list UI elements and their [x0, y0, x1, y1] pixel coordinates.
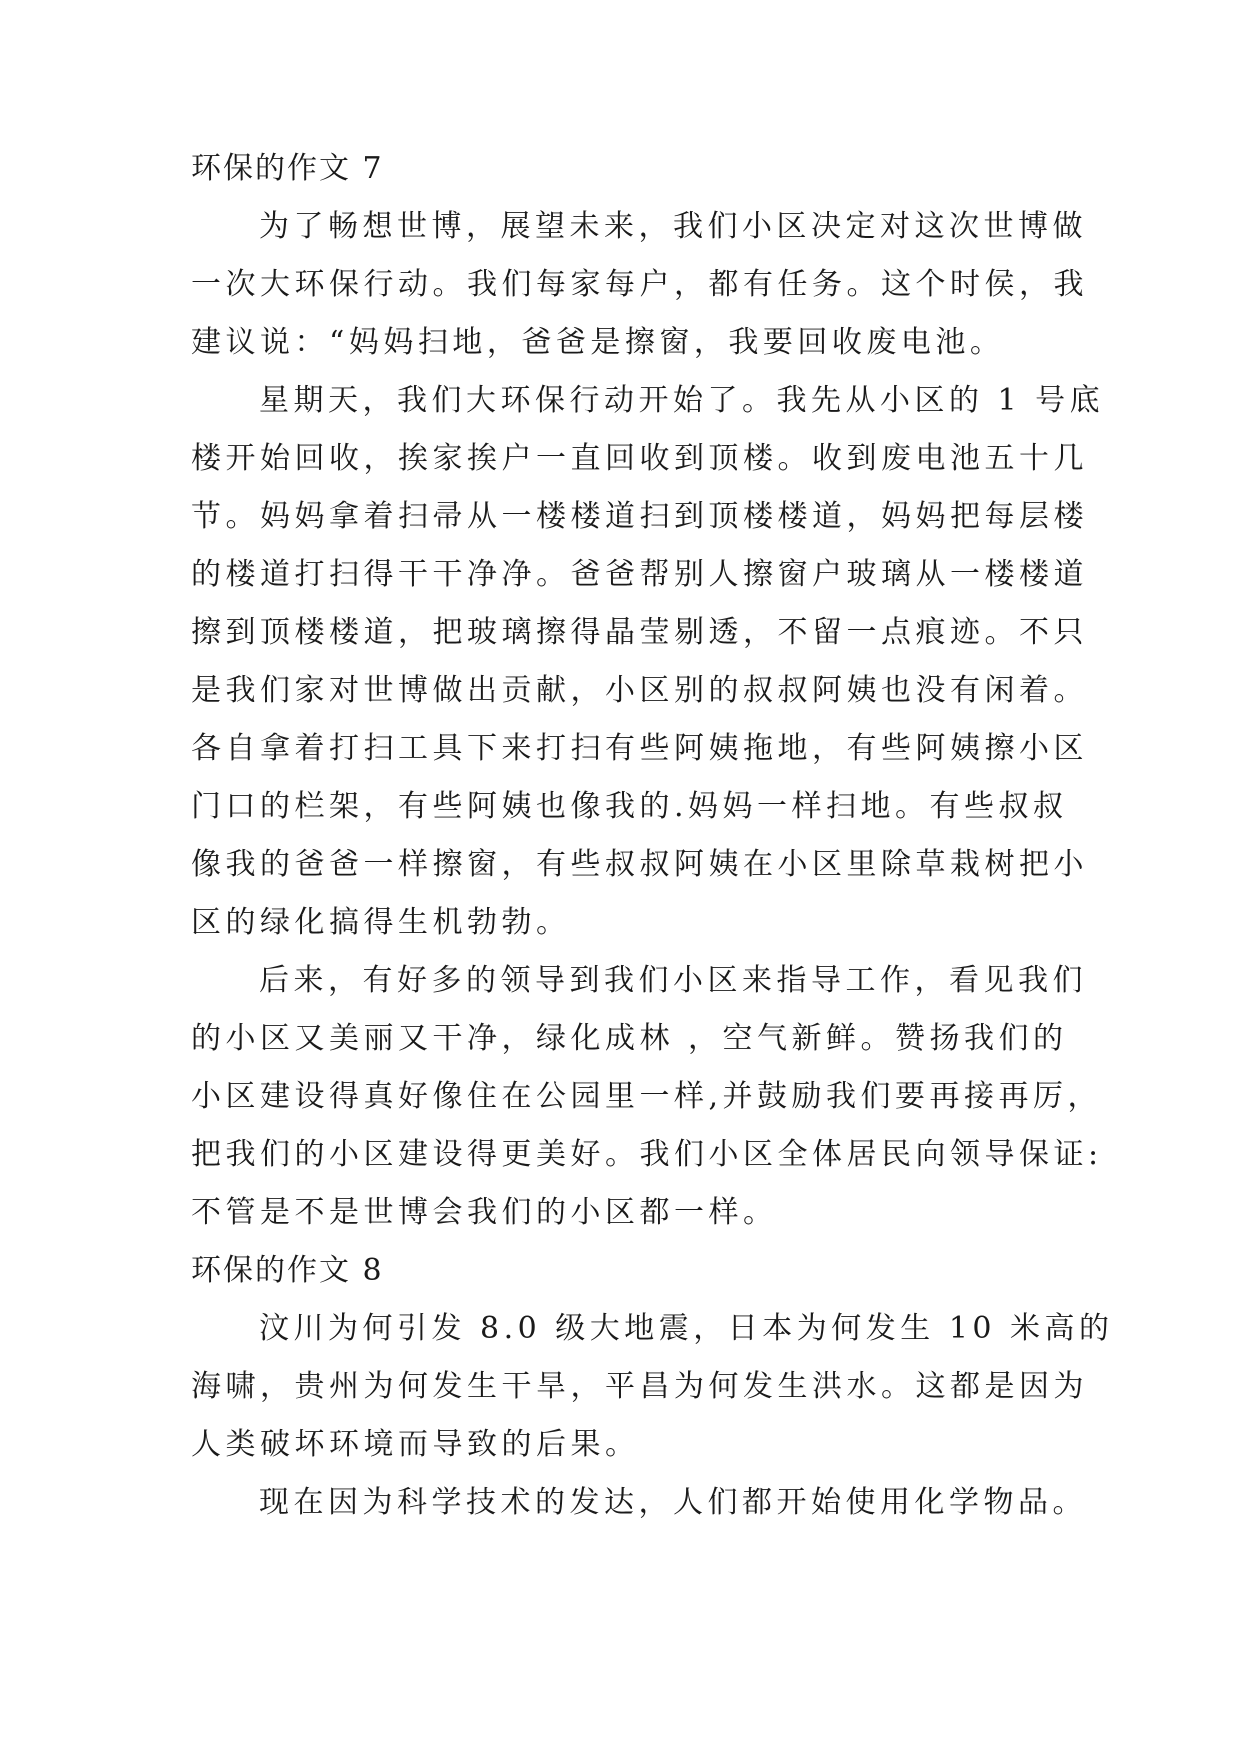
paragraph	[191, 1300, 1114, 1474]
text-line: 区的绿化搞得生机勃勃。	[191, 905, 571, 940]
paragraph	[191, 372, 1105, 952]
text-line: 为了畅想世博，展望未来，我们小区决定对这次世博做	[259, 209, 1087, 244]
text-line: 像我的爸爸一样擦窗，有些叔叔阿姨在小区里除草栽树把小	[191, 847, 1088, 882]
section-heading: 环保的作文 8	[191, 1253, 384, 1288]
text-line: 擦到顶楼楼道，把玻璃擦得晶莹剔透，不留一点痕迹。不只	[191, 615, 1088, 650]
text-line: 后来，有好多的领导到我们小区来指导工作，看见我们	[259, 963, 1087, 998]
text-line: 门口的栏架，有些阿姨也像我的.妈妈一样扫地。有些叔叔	[191, 789, 1068, 824]
text-line: 建议说：“妈妈扫地，爸爸是擦窗，我要回收废电池。	[191, 325, 1005, 360]
paragraph	[191, 1474, 1087, 1532]
text-line: 汶川为何引发 8.0 级大地震，日本为何发生 10 米高的	[259, 1311, 1114, 1346]
document-body	[191, 140, 1114, 1532]
paragraph	[191, 198, 1088, 372]
text-line: 是我们家对世博做出贡献，小区别的叔叔阿姨也没有闲着。	[191, 673, 1088, 708]
text-line: 海啸，贵州为何发生干旱，平昌为何发生洪水。这都是因为	[191, 1369, 1088, 1404]
text-line: 现在因为科学技术的发达，人们都开始使用化学物品。	[259, 1485, 1087, 1520]
text-line: 人类破坏环境而导致的后果。	[191, 1427, 640, 1462]
text-line: 把我们的小区建设得更美好。我们小区全体居民向领导保证:	[191, 1137, 1103, 1172]
text-line: 节。妈妈拿着扫帚从一楼楼道扫到顶楼楼道，妈妈把每层楼	[191, 499, 1088, 534]
text-line: 小区建设得真好像住在公园里一样,并鼓励我们要再接再厉，	[191, 1079, 1103, 1114]
text-line: 不管是不是世博会我们的小区都一样。	[191, 1195, 778, 1230]
text-line: 星期天，我们大环保行动开始了。我先从小区的 1 号底	[259, 383, 1105, 418]
text-line: 的楼道打扫得干干净净。爸爸帮别人擦窗户玻璃从一楼楼道	[191, 557, 1088, 592]
text-line: 一次大环保行动。我们每家每户，都有任务。这个时侯，我	[191, 267, 1088, 302]
text-line: 各自拿着打扫工具下来打扫有些阿姨拖地，有些阿姨擦小区	[191, 731, 1088, 766]
paragraph	[191, 952, 1103, 1242]
section-heading: 环保的作文 7	[191, 151, 384, 186]
text-line: 楼开始回收，挨家挨户一直回收到顶楼。收到废电池五十几	[191, 441, 1088, 476]
text-line: 的小区又美丽又干净，绿化成林 ，空气新鲜。赞扬我们的	[191, 1021, 1068, 1056]
